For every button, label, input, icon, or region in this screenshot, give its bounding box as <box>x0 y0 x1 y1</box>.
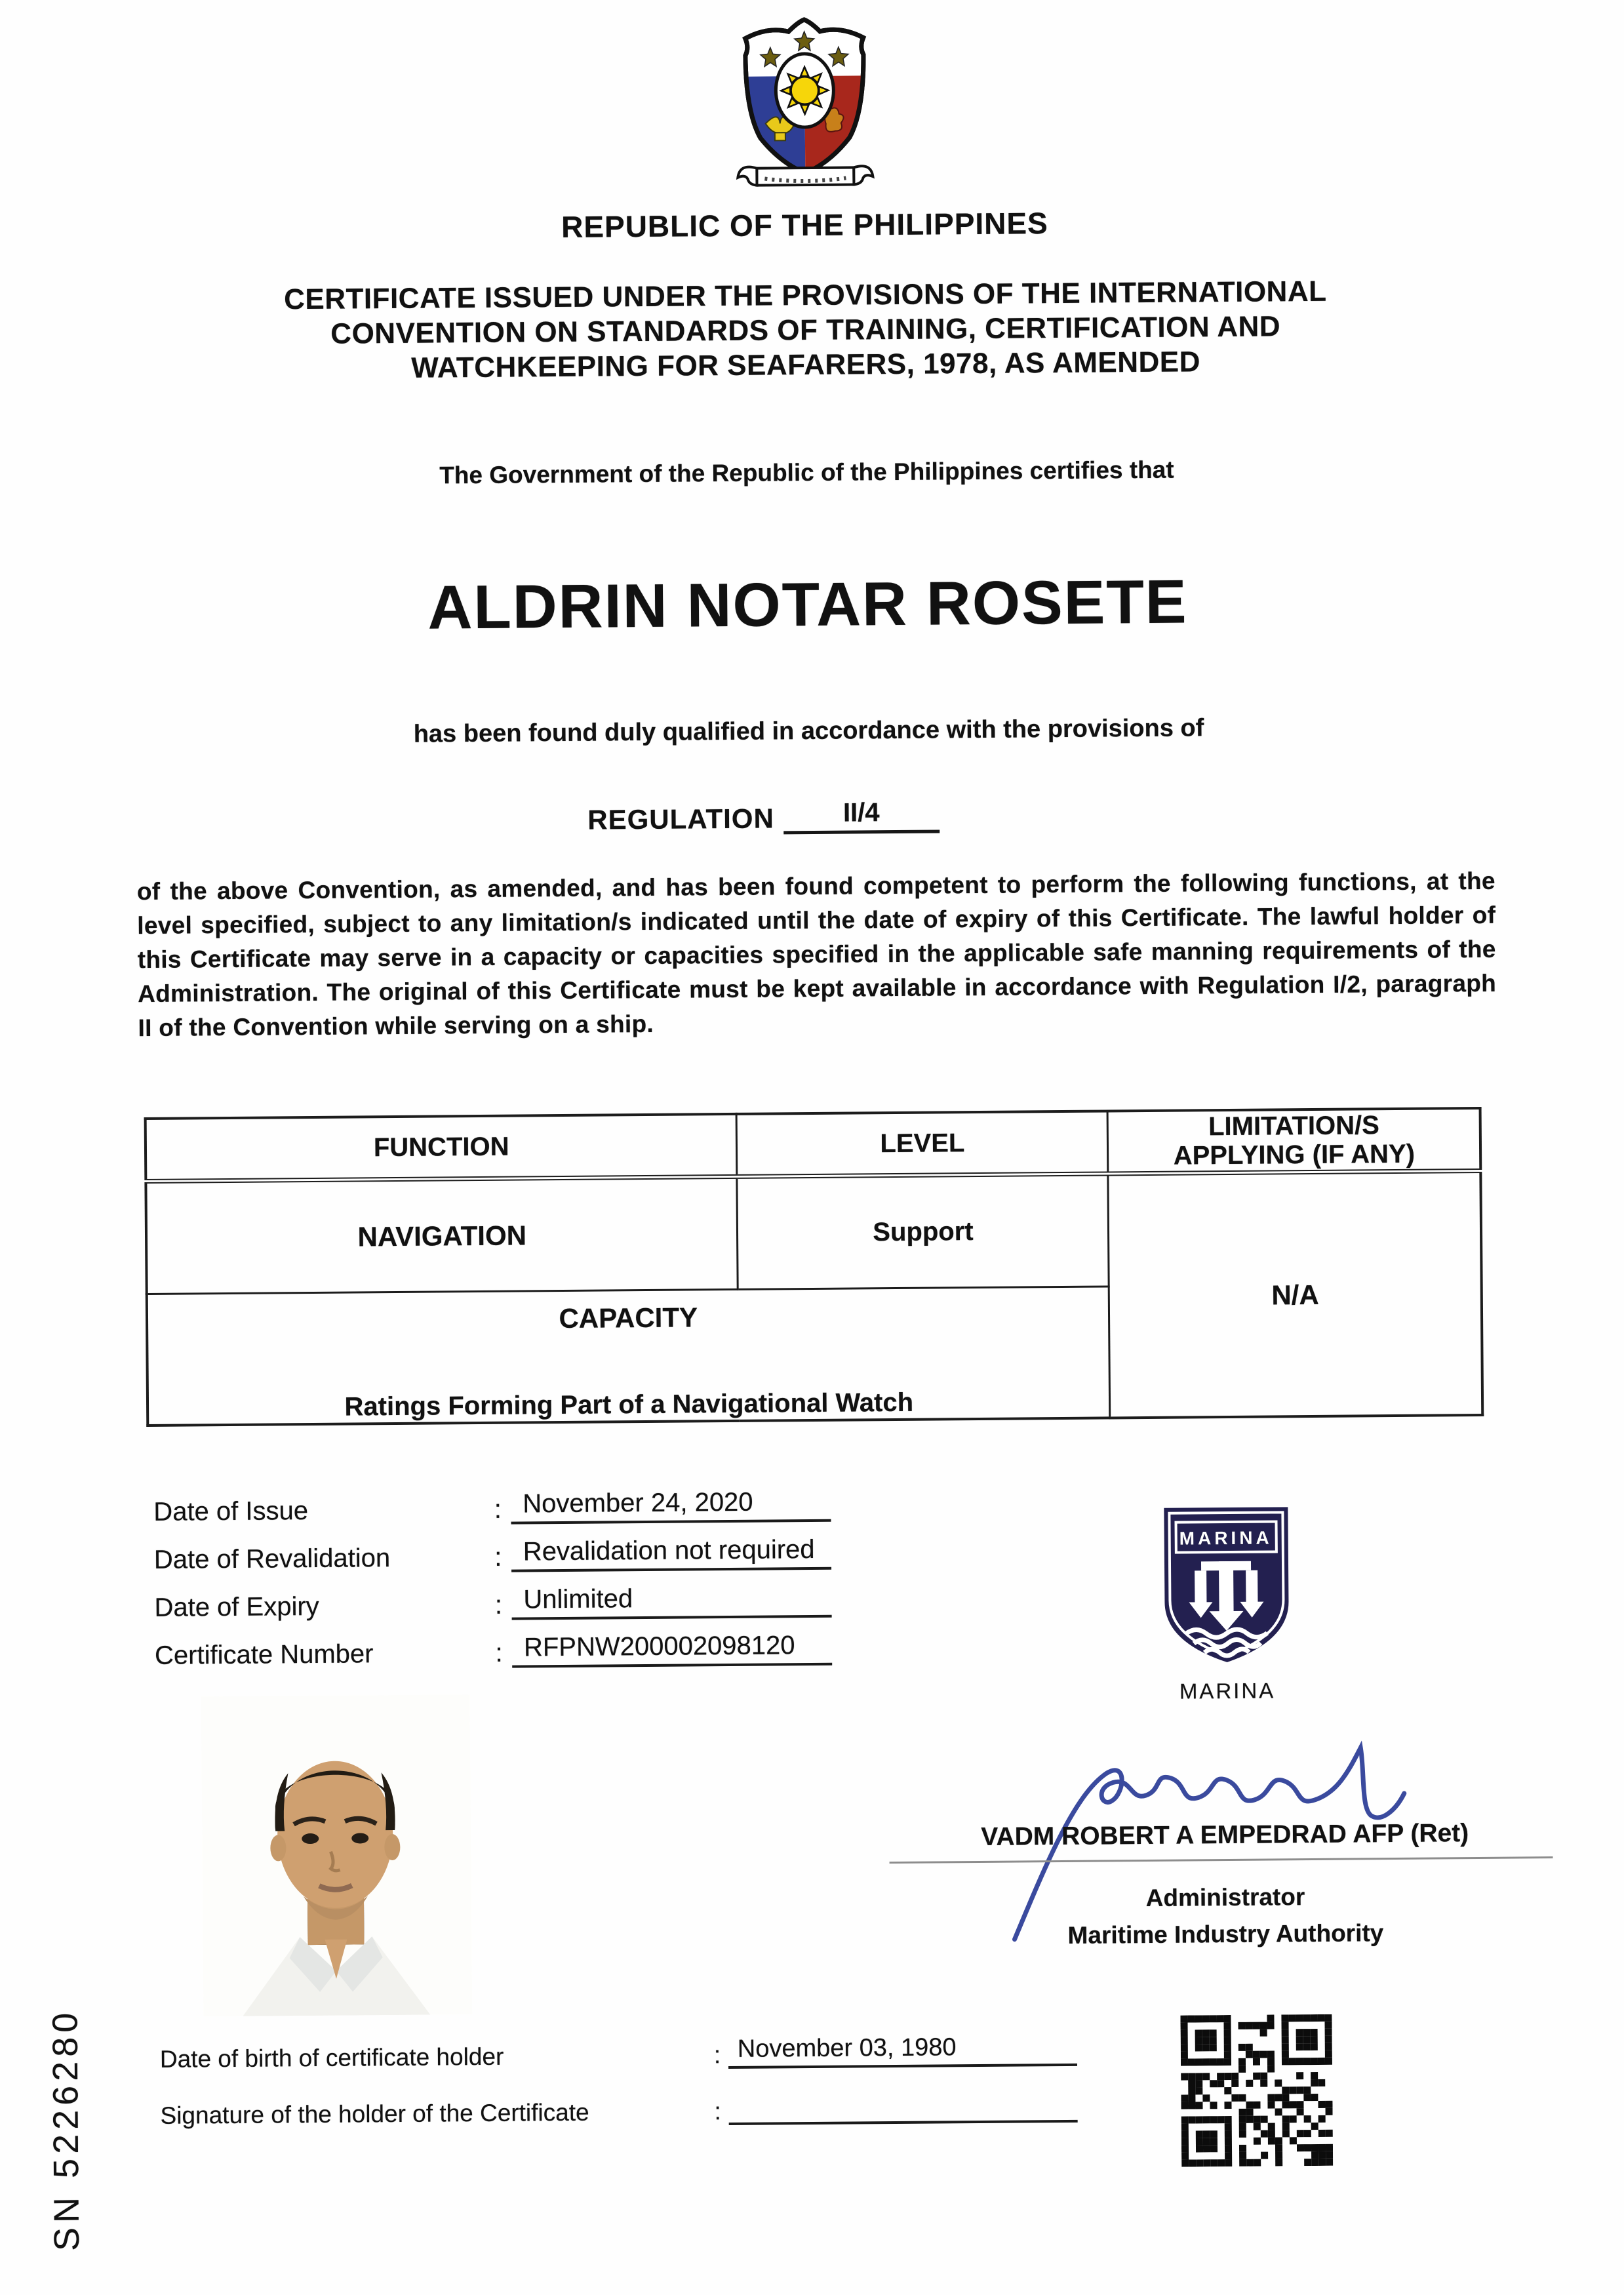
holder-signature-label: Signature of the holder of the Certificate <box>160 2098 589 2129</box>
capacity-value: Ratings Forming Part of a Navigational Watch <box>344 1387 914 1422</box>
detail-row-date-of-issue <box>153 1473 875 1527</box>
limitation-column-header <box>1108 1108 1481 1174</box>
level-column-header: LEVEL <box>737 1111 1109 1176</box>
heading-line-3: WATCHKEEPING FOR SEAFARERS, 1978, AS AMENDED <box>411 346 1201 384</box>
limitation-header-line1: LIMITATION/S <box>1208 1111 1379 1142</box>
detail-value: November 24, 2020 <box>523 1487 753 1519</box>
svg-text:MARINA: MARINA <box>1179 1527 1273 1549</box>
dob-underline <box>728 2033 1077 2069</box>
level-value: Support <box>737 1174 1109 1289</box>
limitation-value: N/A <box>1108 1170 1482 1418</box>
qr-code-icon <box>1180 2014 1333 2170</box>
colon-separator: : <box>714 2098 721 2125</box>
detail-value: Revalidation not required <box>523 1534 815 1567</box>
colon-separator: : <box>495 1638 503 1667</box>
regulation-value-underline <box>783 797 940 834</box>
signatory-organization: Maritime Industry Authority <box>1067 1919 1384 1949</box>
marina-caption: MARINA <box>1179 1678 1276 1704</box>
qualified-line: has been found duly qualified in accordance with the provisions of <box>413 714 1204 748</box>
regulation-label: REGULATION <box>587 803 775 835</box>
detail-value-underline <box>511 1535 831 1572</box>
detail-value-underline <box>511 1487 831 1525</box>
detail-value: Unlimited <box>523 1584 633 1614</box>
dob-label: Date of birth of certificate holder <box>159 2043 504 2073</box>
detail-value-underline <box>511 1583 831 1620</box>
holder-signature-row <box>160 2081 1077 2130</box>
detail-row-date-of-revalidation <box>154 1521 876 1575</box>
detail-row-certificate-number <box>155 1617 877 1671</box>
signatory-title: Administrator <box>1145 1883 1305 1912</box>
colon-separator: : <box>494 1494 502 1524</box>
signatory-name: VADM ROBERT A EMPEDRAD AFP (Ret) <box>981 1819 1469 1852</box>
function-row <box>146 1170 1481 1294</box>
colon-separator: : <box>713 2041 721 2069</box>
certificate-body-paragraph: of the above Convention, as amended, and has been found competent to perform the following functions, at the level specified, subject to any limitation/s indicated until the date of expiry of this Certificate. The lawful holder of this Certificate may serve in a capacity or capacities specified in the applicable safe manning requirements of the Administration. The original of this Certificate must be kept available in accordance with Regulation I/2, paragraph II of the Convention while serving on a ship. <box>136 867 1497 1042</box>
detail-value: RFPNW200002098120 <box>523 1631 795 1662</box>
detail-label: Date of Issue <box>153 1496 309 1527</box>
regulation-value: II/4 <box>842 798 880 828</box>
capacity-cell <box>147 1287 1110 1426</box>
detail-label: Certificate Number <box>154 1639 374 1670</box>
philippine-coat-of-arms-icon <box>724 12 885 210</box>
regulation-row <box>0 793 1575 841</box>
colon-separator: : <box>494 1590 503 1620</box>
holder-name: ALDRIN NOTAR ROSETE <box>427 567 1188 642</box>
certificate-details <box>153 1473 876 1671</box>
capacity-label: CAPACITY <box>559 1302 698 1334</box>
detail-value-underline <box>512 1631 832 1668</box>
serial-number: SN 5226280 <box>45 2008 87 2252</box>
holder-signature-underline <box>728 2089 1077 2125</box>
marina-logo-block <box>1159 1502 1294 1704</box>
certificate-heading <box>0 271 1618 388</box>
colon-separator: : <box>494 1542 502 1572</box>
country-title: REPUBLIC OF THE PHILIPPINES <box>561 206 1048 244</box>
detail-label: Date of Expiry <box>154 1591 319 1622</box>
competence-table-header-row <box>146 1108 1481 1181</box>
certifies-line: The Government of the Republic of the Philippines certifies that <box>439 456 1174 489</box>
function-column-header: FUNCTION <box>146 1114 738 1182</box>
holder-photo <box>201 1694 473 2020</box>
dob-row <box>160 2024 1077 2073</box>
detail-row-date-of-expiry <box>154 1569 876 1623</box>
competence-table <box>144 1107 1484 1427</box>
function-value: NAVIGATION <box>146 1176 738 1294</box>
detail-label: Date of Revalidation <box>153 1544 391 1574</box>
dob-value: November 03, 1980 <box>737 2033 957 2063</box>
heading-line-2: CONVENTION ON STANDARDS OF TRAINING, CERTIFICATION AND <box>330 310 1281 350</box>
marina-shield-icon <box>1159 1502 1294 1667</box>
limitation-header-line2: APPLYING (IF ANY) <box>1173 1139 1416 1170</box>
heading-line-1: CERTIFICATE ISSUED UNDER THE PROVISIONS OF THE INTERNATIONAL <box>283 275 1327 316</box>
